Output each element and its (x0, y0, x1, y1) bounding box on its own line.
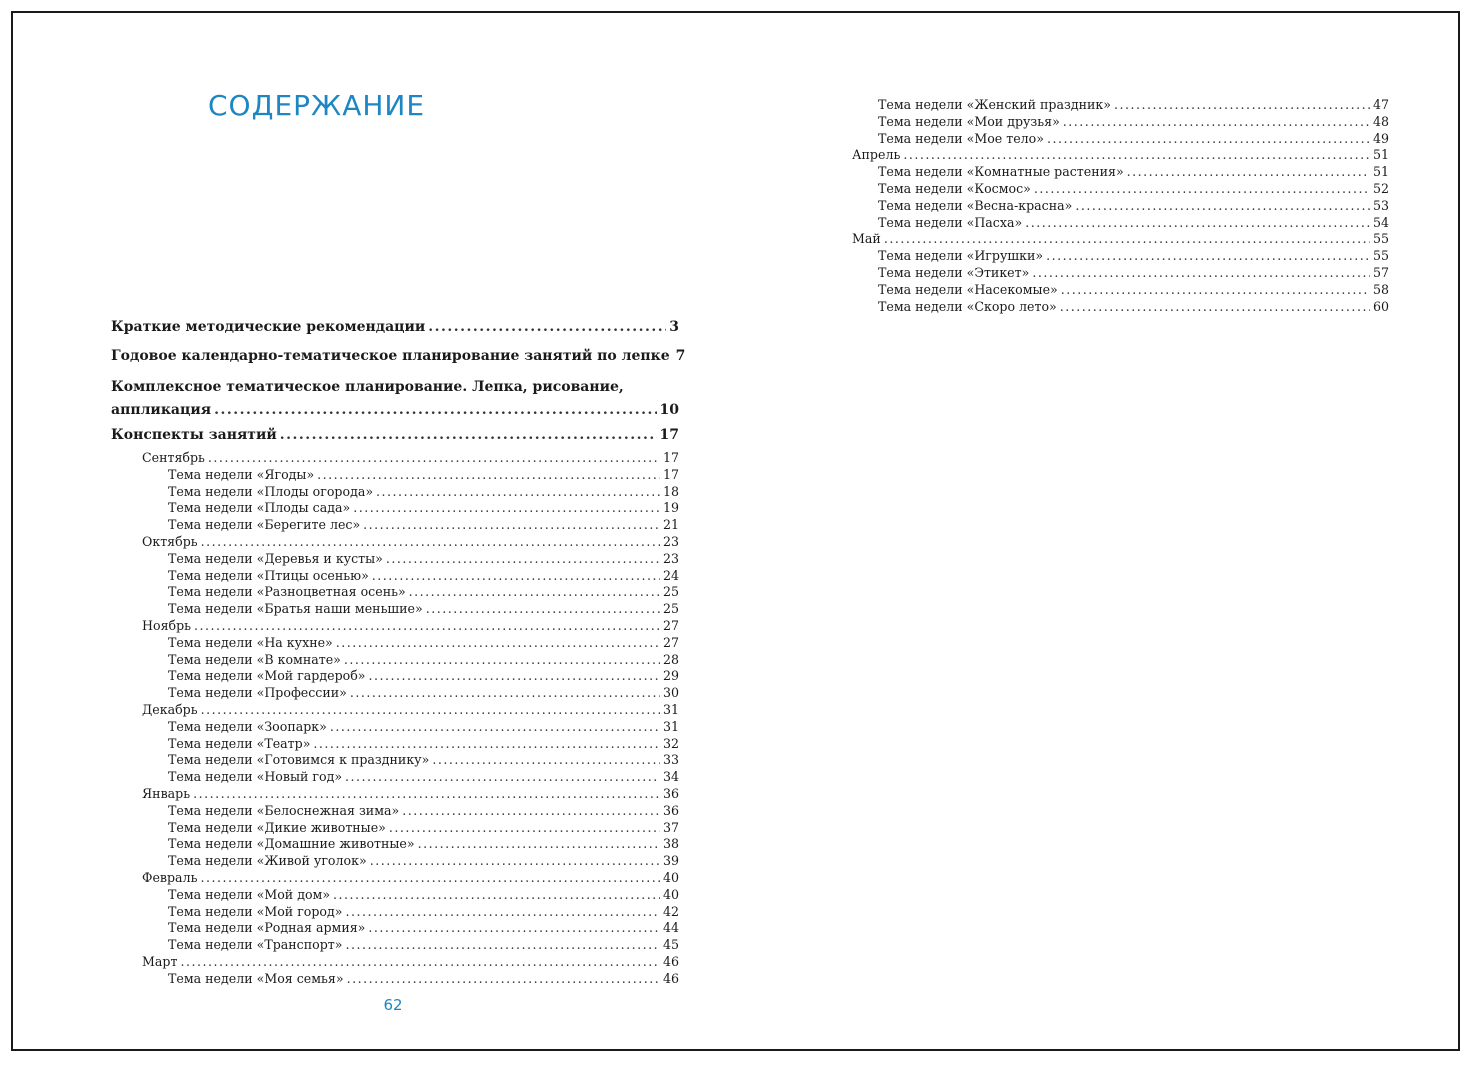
toc-label: Тема недели «Новый год» (168, 769, 343, 785)
leader-dots (363, 517, 660, 534)
toc-entry-week[interactable] (111, 853, 679, 870)
leader-dots (1032, 265, 1370, 282)
toc-entry-week[interactable] (852, 97, 1389, 114)
toc-entry-week[interactable] (111, 517, 679, 534)
toc-label: Тема недели «Весна-красна» (878, 197, 1073, 213)
toc-page: 49 (1372, 130, 1389, 146)
leader-dots (1034, 181, 1370, 198)
toc-page: 28 (662, 651, 679, 667)
toc-label: Тема недели «Родная армия» (168, 920, 366, 936)
toc-section-multiline[interactable] (111, 375, 679, 421)
leader-dots (428, 313, 666, 342)
leader-dots (194, 618, 660, 635)
toc-page: 21 (662, 517, 679, 533)
toc-label: Тема недели «Плоды сада» (168, 500, 351, 516)
toc-label: Март (142, 953, 178, 969)
toc-section[interactable] (111, 421, 679, 450)
toc-page: 23 (662, 550, 679, 566)
toc-page: 53 (1372, 197, 1389, 213)
leader-dots (313, 736, 660, 753)
toc-entry-week[interactable] (111, 668, 679, 685)
toc-label: Тема недели «Женский праздник» (878, 97, 1111, 112)
toc-label: Тема недели «Комнатные растения» (878, 164, 1124, 180)
toc-entry-week[interactable] (111, 769, 679, 786)
leader-dots (372, 568, 660, 585)
book-spread (11, 11, 1460, 1051)
leader-dots (1127, 164, 1370, 181)
leader-dots (884, 231, 1370, 248)
leader-dots (208, 450, 660, 467)
toc-label: Ноябрь (142, 617, 192, 633)
toc-label: Тема недели «Мое тело» (878, 130, 1044, 146)
leader-dots (345, 937, 660, 954)
toc-page: 46 (662, 970, 679, 986)
leader-dots (368, 920, 660, 937)
toc-page: 37 (662, 819, 679, 835)
toc-label: Тема недели «Мой гардероб» (168, 668, 366, 684)
toc-entry-week[interactable] (111, 635, 679, 652)
toc-page: 27 (662, 617, 679, 633)
toc-page: 32 (662, 735, 679, 751)
leader-dots (376, 484, 660, 501)
toc-entry-month[interactable] (111, 450, 679, 467)
leader-dots (426, 601, 660, 618)
toc-page: 55 (1372, 231, 1389, 247)
toc-label: Сентябрь (142, 450, 205, 465)
leader-dots (353, 500, 660, 517)
toc-entry-week[interactable] (111, 568, 679, 585)
toc-left (111, 313, 686, 988)
toc-entry-week[interactable] (111, 904, 679, 921)
toc-entry-week[interactable] (852, 198, 1389, 215)
toc-entry-week[interactable] (852, 131, 1389, 148)
toc-page: 58 (1372, 281, 1389, 297)
toc-page: 44 (662, 920, 679, 936)
toc-page: 51 (1372, 147, 1389, 163)
toc-entry-week[interactable] (111, 971, 679, 988)
leader-dots (345, 769, 660, 786)
toc-entries-left (111, 450, 679, 988)
toc-entry-week[interactable] (111, 719, 679, 736)
toc-label: Тема недели «Берегите лес» (168, 517, 361, 533)
leader-dots (402, 803, 660, 820)
toc-label: Тема недели «Готовимся к празднику» (168, 752, 430, 768)
toc-entry-week[interactable] (111, 803, 679, 820)
toc-label: Тема недели «Белоснежная зима» (168, 802, 400, 818)
toc-label: Годовое календарно-тематическое планирование занятий по лепке (111, 348, 670, 364)
toc-label: Октябрь (142, 533, 198, 549)
toc-page: 23 (662, 533, 679, 549)
toc-page: 33 (662, 752, 679, 768)
toc-right (852, 97, 1389, 315)
toc-page: 39 (662, 853, 679, 869)
toc-page: 45 (662, 937, 679, 953)
toc-page: 55 (1372, 248, 1389, 264)
toc-entry-month[interactable] (111, 786, 679, 803)
leader-dots (333, 887, 660, 904)
toc-page: 19 (662, 500, 679, 516)
leader-dots (193, 786, 660, 803)
toc-page: 47 (1372, 97, 1389, 112)
toc-page: 60 (1372, 298, 1389, 314)
leader-dots (214, 399, 656, 421)
toc-label: Май (852, 231, 881, 247)
leader-dots (418, 836, 660, 853)
toc-page: 57 (1372, 264, 1389, 280)
toc-entry-week[interactable] (111, 500, 679, 517)
toc-label: Тема недели «Транспорт» (168, 937, 343, 953)
toc-label: Тема недели «Насекомые» (878, 281, 1058, 297)
toc-label: Тема недели «Живой уголок» (168, 853, 367, 869)
toc-label: Тема недели «Космос» (878, 180, 1031, 196)
toc-page: 30 (662, 685, 679, 701)
toc-entry-week[interactable] (111, 836, 679, 853)
leader-dots (200, 870, 660, 887)
leader-dots (386, 551, 660, 568)
toc-page: 54 (1372, 214, 1389, 230)
toc-label: Тема недели «Этикет» (878, 264, 1030, 280)
leader-dots (1060, 299, 1370, 316)
toc-page: 52 (1372, 180, 1389, 196)
toc-entry-week[interactable] (111, 736, 679, 753)
toc-label: Тема недели «Театр» (168, 735, 311, 751)
toc-label: Тема недели «Мой дом» (168, 886, 331, 902)
leader-dots (1061, 282, 1370, 299)
toc-page: 7 (675, 348, 686, 364)
toc-page: 46 (662, 953, 679, 969)
toc-entry-month[interactable] (111, 954, 679, 971)
toc-entry-month[interactable] (852, 231, 1389, 248)
leader-dots (180, 954, 660, 971)
leader-dots (370, 853, 660, 870)
toc-page: 24 (662, 567, 679, 583)
leader-dots (409, 584, 660, 601)
toc-label: Тема недели «На кухне» (168, 634, 333, 650)
toc-label-line2: аппликация (111, 402, 212, 418)
toc-entry-week[interactable] (111, 584, 679, 601)
toc-entry-week[interactable] (852, 215, 1389, 232)
leader-dots (1075, 198, 1370, 215)
toc-label: Тема недели «Птицы осенью» (168, 567, 369, 583)
toc-page: 17 (662, 450, 679, 465)
toc-entry-week[interactable] (111, 820, 679, 837)
leader-dots (344, 652, 660, 669)
toc-page: 31 (662, 718, 679, 734)
leader-dots (369, 668, 660, 685)
toc-section[interactable] (111, 342, 686, 371)
leader-dots (1063, 114, 1370, 131)
toc-label: Тема недели «Моя семья» (168, 970, 344, 986)
toc-page: 31 (662, 701, 679, 717)
toc-page: 48 (1372, 113, 1389, 129)
toc-page: 36 (662, 802, 679, 818)
toc-label: Тема недели «Пасха» (878, 214, 1023, 230)
toc-entry-week[interactable] (111, 937, 679, 954)
toc-page: 34 (662, 769, 679, 785)
toc-section[interactable] (111, 313, 679, 342)
toc-page: 10 (659, 402, 679, 418)
toc-entries-right (852, 97, 1389, 315)
toc-entry-week[interactable] (111, 887, 679, 904)
leader-dots (201, 702, 660, 719)
toc-section-line2 (111, 399, 679, 421)
toc-page: 25 (662, 584, 679, 600)
leader-dots (350, 685, 660, 702)
toc-entry-week[interactable] (111, 652, 679, 669)
toc-entry-month[interactable] (111, 534, 679, 551)
leader-dots (317, 467, 660, 484)
toc-entry-week[interactable] (852, 114, 1389, 131)
toc-page: 40 (662, 869, 679, 885)
toc-label: Январь (142, 785, 191, 801)
page-title: СОДЕРЖАНИЕ (208, 89, 426, 122)
toc-entry-month[interactable] (111, 618, 679, 635)
toc-page: 17 (659, 427, 679, 443)
toc-page: 29 (662, 668, 679, 684)
toc-entry-week[interactable] (111, 685, 679, 702)
leader-dots (1046, 248, 1370, 265)
toc-entry-week[interactable] (852, 299, 1389, 316)
toc-entry-week[interactable] (852, 265, 1389, 282)
leader-dots (201, 534, 660, 551)
leader-dots (336, 635, 660, 652)
toc-entry-month[interactable] (852, 147, 1389, 164)
toc-entry-week[interactable] (852, 248, 1389, 265)
toc-label: Конспекты занятий (111, 427, 277, 443)
toc-entry-week[interactable] (852, 181, 1389, 198)
toc-entry-week[interactable] (111, 601, 679, 618)
toc-label: Тема недели «Деревья и кусты» (168, 550, 383, 566)
toc-page: 42 (662, 903, 679, 919)
toc-label: Тема недели «Плоды огорода» (168, 483, 374, 499)
toc-label: Тема недели «Скоро лето» (878, 298, 1057, 314)
toc-label: Тема недели «Домашние животные» (168, 836, 415, 852)
toc-entry-week[interactable] (111, 752, 679, 769)
leader-dots (280, 421, 657, 450)
leader-dots (389, 820, 660, 837)
leader-dots (347, 971, 660, 988)
leader-dots (1025, 215, 1370, 232)
leader-dots (432, 752, 660, 769)
toc-entry-week[interactable] (852, 282, 1389, 299)
toc-label: Тема недели «Дикие животные» (168, 819, 386, 835)
toc-page: 40 (662, 886, 679, 902)
toc-entry-month[interactable] (111, 870, 679, 887)
page-number: 62 (383, 996, 403, 1014)
leader-dots (330, 719, 660, 736)
toc-label: Тема недели «Ягоды» (168, 466, 315, 482)
toc-page: 38 (662, 836, 679, 852)
toc-label: Тема недели «Зоопарк» (168, 718, 327, 734)
toc-entry-week[interactable] (111, 484, 679, 501)
toc-page: 25 (662, 601, 679, 617)
toc-page: 18 (662, 483, 679, 499)
toc-page: 36 (662, 785, 679, 801)
toc-label: Краткие методические рекомендации (111, 319, 426, 335)
toc-entry-week[interactable] (111, 920, 679, 937)
toc-label: Тема недели «Разноцветная осень» (168, 584, 406, 600)
toc-entry-week[interactable] (852, 164, 1389, 181)
leader-dots (903, 147, 1370, 164)
toc-label: Тема недели «Братья наши меньшие» (168, 601, 423, 617)
toc-label: Тема недели «Профессии» (168, 685, 347, 701)
leader-dots (345, 904, 659, 921)
toc-label: Февраль (142, 869, 198, 885)
toc-label: Декабрь (142, 701, 198, 717)
toc-label: Тема недели «Мои друзья» (878, 113, 1060, 129)
toc-page: 17 (662, 466, 679, 482)
toc-entry-month[interactable] (111, 702, 679, 719)
toc-entry-week[interactable] (111, 551, 679, 568)
toc-page: 3 (669, 319, 679, 335)
toc-label-line1: Комплексное тематическое планирование. Лепка, рисование, (111, 379, 624, 395)
toc-page: 27 (662, 634, 679, 650)
toc-page: 51 (1372, 164, 1389, 180)
toc-entry-week[interactable] (111, 467, 679, 484)
toc-label: Тема недели «В комнате» (168, 651, 341, 667)
leader-dots (1047, 131, 1370, 148)
leader-dots (1114, 97, 1370, 114)
toc-label: Тема недели «Игрушки» (878, 248, 1044, 264)
toc-label: Тема недели «Мой город» (168, 903, 343, 919)
toc-label: Апрель (852, 147, 901, 163)
